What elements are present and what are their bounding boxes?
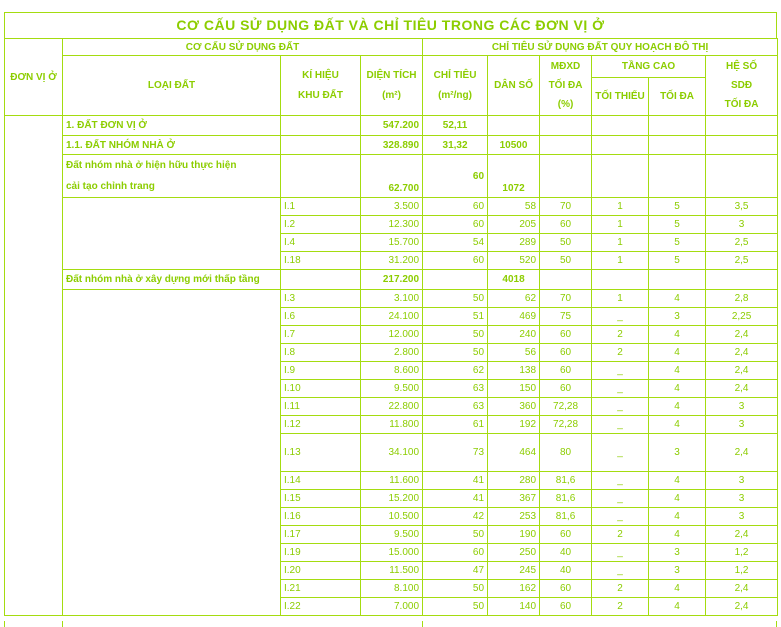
plot-population: 58 <box>488 198 540 216</box>
header-tang-cao: TẦNG CAO <box>592 56 706 78</box>
continuation-line <box>776 621 777 627</box>
continuation-line <box>422 621 423 627</box>
plot-area: 31.200 <box>361 252 423 270</box>
plot-index: 50 <box>423 526 488 544</box>
plot-floors-max: 4 <box>649 508 706 526</box>
plot-population: 56 <box>488 344 540 362</box>
plot-area: 12.300 <box>361 216 423 234</box>
plot-coverage: 60 <box>540 380 592 398</box>
plot-coverage: 60 <box>540 326 592 344</box>
header-mdxd <box>540 56 592 116</box>
group-label: Đất nhóm nhà ở xây dựng mới thấp tầng <box>63 270 281 290</box>
plot-index: 60 <box>423 544 488 562</box>
empty-cell <box>649 136 706 155</box>
plot-far: 1,2 <box>706 562 778 580</box>
plot-floors-min: _ <box>592 508 649 526</box>
plot-floors-min: _ <box>592 380 649 398</box>
header-he-so-line3: TỐI ĐA <box>724 99 759 110</box>
plot-far: 3,5 <box>706 198 778 216</box>
plot-area: 11.800 <box>361 416 423 434</box>
empty-cell <box>540 155 592 198</box>
empty-cell <box>649 155 706 198</box>
group-row-don-vi-o <box>5 116 778 136</box>
header-chi-tieu-unit: (m²/ng) <box>438 89 472 101</box>
empty-cell <box>706 270 778 290</box>
group-index: 60 <box>423 155 488 198</box>
land-use-table <box>4 38 778 616</box>
plot-floors-min: _ <box>592 308 649 326</box>
plot-area: 22.800 <box>361 398 423 416</box>
plot-area: 15.000 <box>361 544 423 562</box>
plot-code: I.12 <box>281 416 361 434</box>
plot-far: 2,4 <box>706 580 778 598</box>
plot-floors-max: 4 <box>649 362 706 380</box>
plot-index: 41 <box>423 472 488 490</box>
table-row <box>5 198 778 216</box>
plot-floors-min: 2 <box>592 598 649 616</box>
plot-floors-min: 1 <box>592 234 649 252</box>
table-body <box>5 116 778 616</box>
plot-floors-max: 4 <box>649 490 706 508</box>
plot-population: 520 <box>488 252 540 270</box>
empty-cell <box>540 270 592 290</box>
plot-area: 11.500 <box>361 562 423 580</box>
header-dien-tich <box>361 56 423 116</box>
plot-far: 2,5 <box>706 234 778 252</box>
plot-population: 245 <box>488 562 540 580</box>
plot-index: 60 <box>423 252 488 270</box>
plot-area: 3.100 <box>361 290 423 308</box>
group-area: 328.890 <box>361 136 423 155</box>
plot-code: I.18 <box>281 252 361 270</box>
plot-code: I.4 <box>281 234 361 252</box>
plot-coverage: 81,6 <box>540 472 592 490</box>
header-chi-tieu-col <box>423 56 488 116</box>
plot-floors-min: 1 <box>592 216 649 234</box>
header-loai-dat: LOẠI ĐẤT <box>63 56 281 116</box>
plot-floors-min: _ <box>592 362 649 380</box>
group-index: 52,11 <box>423 116 488 136</box>
plot-code: I.9 <box>281 362 361 380</box>
group-area: 62.700 <box>361 155 423 198</box>
plot-coverage: 50 <box>540 252 592 270</box>
plot-code: I.13 <box>281 434 361 472</box>
plot-coverage: 70 <box>540 290 592 308</box>
plot-index: 63 <box>423 380 488 398</box>
plot-floors-min: 1 <box>592 252 649 270</box>
plot-population: 150 <box>488 380 540 398</box>
plot-coverage: 60 <box>540 526 592 544</box>
plot-floors-max: 5 <box>649 216 706 234</box>
plot-code: I.2 <box>281 216 361 234</box>
plot-population: 289 <box>488 234 540 252</box>
plot-population: 62 <box>488 290 540 308</box>
group-population: 10500 <box>488 136 540 155</box>
plot-code: I.10 <box>281 380 361 398</box>
plot-far: 2,4 <box>706 434 778 472</box>
plot-far: 3 <box>706 472 778 490</box>
plot-floors-min: _ <box>592 544 649 562</box>
group-code <box>281 270 361 290</box>
plot-far: 3 <box>706 398 778 416</box>
page-title: CƠ CẤU SỬ DỤNG ĐẤT VÀ CHỈ TIÊU TRONG CÁC ĐƠN VỊ Ở <box>4 12 777 38</box>
header-he-so-line2: SDĐ <box>730 80 753 91</box>
plot-coverage: 60 <box>540 362 592 380</box>
table-continuation <box>4 621 777 627</box>
plot-floors-max: 3 <box>649 308 706 326</box>
header-toi-thieu: TỐI THIỂU <box>592 78 649 116</box>
empty-cell <box>706 155 778 198</box>
plot-coverage: 72,28 <box>540 398 592 416</box>
plot-index: 50 <box>423 580 488 598</box>
plot-code: I.22 <box>281 598 361 616</box>
plot-population: 253 <box>488 508 540 526</box>
plot-coverage: 70 <box>540 198 592 216</box>
plot-population: 367 <box>488 490 540 508</box>
group-row-xay-moi <box>5 270 778 290</box>
group-population <box>488 116 540 136</box>
group-code <box>281 155 361 198</box>
plot-code: I.8 <box>281 344 361 362</box>
plot-index: 50 <box>423 290 488 308</box>
plot-code: I.14 <box>281 472 361 490</box>
plot-area: 11.600 <box>361 472 423 490</box>
plot-index: 63 <box>423 398 488 416</box>
plot-population: 162 <box>488 580 540 598</box>
empty-cell <box>540 116 592 136</box>
plot-far: 2,8 <box>706 290 778 308</box>
plot-far: 2,25 <box>706 308 778 326</box>
plot-coverage: 81,6 <box>540 508 592 526</box>
plot-coverage: 60 <box>540 216 592 234</box>
header-mdxd-line2: TỐI ĐA <box>548 80 583 91</box>
plot-population: 469 <box>488 308 540 326</box>
plot-code: I.16 <box>281 508 361 526</box>
plot-coverage: 40 <box>540 544 592 562</box>
plot-area: 9.500 <box>361 380 423 398</box>
group-row-nhom-nha-o <box>5 136 778 155</box>
plot-index: 61 <box>423 416 488 434</box>
plot-far: 3 <box>706 490 778 508</box>
plot-floors-max: 4 <box>649 326 706 344</box>
header-chi-tieu-line1: CHỈ TIÊU <box>433 69 477 81</box>
group-label <box>63 155 281 198</box>
header-mdxd-unit: (%) <box>557 99 574 110</box>
plot-far: 2,4 <box>706 362 778 380</box>
plot-area: 12.000 <box>361 326 423 344</box>
header-ki-hieu-line2: KHU ĐẤT <box>298 89 343 101</box>
empty-cell <box>592 270 649 290</box>
plot-coverage: 60 <box>540 344 592 362</box>
plot-far: 2,4 <box>706 344 778 362</box>
plot-coverage: 40 <box>540 562 592 580</box>
plot-population: 140 <box>488 598 540 616</box>
plot-index: 62 <box>423 362 488 380</box>
plot-area: 8.100 <box>361 580 423 598</box>
plot-coverage: 60 <box>540 598 592 616</box>
plot-code: I.19 <box>281 544 361 562</box>
plot-index: 51 <box>423 308 488 326</box>
plot-index: 50 <box>423 598 488 616</box>
plot-index: 50 <box>423 326 488 344</box>
plot-far: 2,4 <box>706 380 778 398</box>
plot-floors-min: 2 <box>592 344 649 362</box>
empty-cell <box>649 270 706 290</box>
plot-area: 3.500 <box>361 198 423 216</box>
plot-floors-min: 2 <box>592 580 649 598</box>
plot-index: 42 <box>423 508 488 526</box>
group-label-line1: Đất nhóm nhà ở hiện hữu thực hiện <box>66 160 237 171</box>
plot-floors-max: 3 <box>649 434 706 472</box>
plot-far: 3 <box>706 508 778 526</box>
plot-index: 41 <box>423 490 488 508</box>
plot-index: 73 <box>423 434 488 472</box>
plot-code: I.1 <box>281 198 361 216</box>
plot-population: 190 <box>488 526 540 544</box>
header-ki-hieu-line1: KÍ HIỆU <box>302 69 339 81</box>
header-chi-tieu: CHỈ TIÊU SỬ DỤNG ĐẤT QUY HOẠCH ĐÔ THỊ <box>423 39 778 56</box>
group-code <box>281 136 361 155</box>
plot-floors-max: 4 <box>649 598 706 616</box>
plot-far: 2,4 <box>706 598 778 616</box>
plot-population: 205 <box>488 216 540 234</box>
group-label: 1. ĐẤT ĐƠN VỊ Ở <box>63 116 281 136</box>
plot-far: 2,5 <box>706 252 778 270</box>
plot-floors-max: 3 <box>649 562 706 580</box>
plot-floors-min: _ <box>592 490 649 508</box>
plot-code: I.20 <box>281 562 361 580</box>
plot-population: 250 <box>488 544 540 562</box>
plot-far: 3 <box>706 416 778 434</box>
plot-floors-min: 1 <box>592 198 649 216</box>
plot-population: 280 <box>488 472 540 490</box>
empty-cell <box>706 136 778 155</box>
group-area: 217.200 <box>361 270 423 290</box>
don-vi-o-cell <box>5 116 63 616</box>
header-he-so <box>706 56 778 116</box>
plot-coverage: 72,28 <box>540 416 592 434</box>
plot-population: 192 <box>488 416 540 434</box>
plot-code: I.17 <box>281 526 361 544</box>
header-dien-tich-unit: (m²) <box>382 89 401 101</box>
empty-cell <box>592 136 649 155</box>
plot-code: I.6 <box>281 308 361 326</box>
group-population: 4018 <box>488 270 540 290</box>
plot-far: 3 <box>706 216 778 234</box>
plot-area: 15.200 <box>361 490 423 508</box>
plot-code: I.11 <box>281 398 361 416</box>
plot-code: I.3 <box>281 290 361 308</box>
plot-index: 54 <box>423 234 488 252</box>
group-area: 547.200 <box>361 116 423 136</box>
header-toi-da: TỐI ĐA <box>649 78 706 116</box>
plot-floors-min: 2 <box>592 526 649 544</box>
plot-floors-max: 5 <box>649 252 706 270</box>
header-dien-tich-line1: DIỆN TÍCH <box>366 69 417 81</box>
plot-floors-min: 1 <box>592 290 649 308</box>
plot-floors-max: 4 <box>649 380 706 398</box>
plot-code: I.15 <box>281 490 361 508</box>
group-label-line2: cải tạo chỉnh trang <box>66 181 155 192</box>
header-mdxd-line1: MĐXD <box>550 61 581 72</box>
group-code <box>281 116 361 136</box>
label-spacer-cell <box>63 290 281 616</box>
plot-area: 15.700 <box>361 234 423 252</box>
plot-floors-max: 4 <box>649 344 706 362</box>
plot-population: 240 <box>488 326 540 344</box>
group-index: 31,32 <box>423 136 488 155</box>
empty-cell <box>706 116 778 136</box>
table-row <box>5 290 778 308</box>
group-label: 1.1. ĐẤT NHÓM NHÀ Ở <box>63 136 281 155</box>
empty-cell <box>592 155 649 198</box>
header-co-cau: CƠ CẤU SỬ DỤNG ĐẤT <box>63 39 423 56</box>
plot-floors-max: 5 <box>649 198 706 216</box>
plot-floors-max: 4 <box>649 526 706 544</box>
plot-population: 360 <box>488 398 540 416</box>
plot-area: 7.000 <box>361 598 423 616</box>
plot-coverage: 60 <box>540 580 592 598</box>
empty-cell <box>649 116 706 136</box>
plot-far: 1,2 <box>706 544 778 562</box>
label-spacer-cell <box>63 198 281 270</box>
plot-index: 47 <box>423 562 488 580</box>
plot-population: 464 <box>488 434 540 472</box>
header-don-vi-o: ĐƠN VỊ Ở <box>5 39 63 116</box>
plot-area: 2.800 <box>361 344 423 362</box>
plot-floors-min: _ <box>592 434 649 472</box>
plot-index: 60 <box>423 216 488 234</box>
plot-floors-min: 2 <box>592 326 649 344</box>
plot-floors-max: 4 <box>649 580 706 598</box>
plot-floors-max: 5 <box>649 234 706 252</box>
plot-population: 138 <box>488 362 540 380</box>
plot-area: 9.500 <box>361 526 423 544</box>
plot-area: 8.600 <box>361 362 423 380</box>
plot-floors-max: 4 <box>649 398 706 416</box>
empty-cell <box>540 136 592 155</box>
plot-floors-max: 4 <box>649 472 706 490</box>
plot-floors-max: 4 <box>649 290 706 308</box>
continuation-line <box>62 621 63 627</box>
plot-code: I.7 <box>281 326 361 344</box>
plot-coverage: 81,6 <box>540 490 592 508</box>
header-he-so-line1: HỆ SỐ <box>725 61 758 72</box>
plot-area: 34.100 <box>361 434 423 472</box>
header-dan-so: DÂN SỐ <box>488 56 540 116</box>
plot-coverage: 50 <box>540 234 592 252</box>
plot-code: I.21 <box>281 580 361 598</box>
group-row-hien-huu <box>5 155 778 198</box>
land-use-sheet <box>4 12 777 616</box>
plot-floors-min: _ <box>592 398 649 416</box>
group-index <box>423 270 488 290</box>
header-ki-hieu <box>281 56 361 116</box>
plot-coverage: 75 <box>540 308 592 326</box>
plot-index: 60 <box>423 198 488 216</box>
plot-floors-max: 4 <box>649 416 706 434</box>
group-population: 1072 <box>488 155 540 198</box>
plot-coverage: 80 <box>540 434 592 472</box>
plot-far: 2,4 <box>706 526 778 544</box>
plot-floors-min: _ <box>592 562 649 580</box>
continuation-line <box>4 621 5 627</box>
empty-cell <box>592 116 649 136</box>
plot-area: 24.100 <box>361 308 423 326</box>
plot-floors-max: 3 <box>649 544 706 562</box>
plot-index: 50 <box>423 344 488 362</box>
plot-area: 10.500 <box>361 508 423 526</box>
plot-floors-min: _ <box>592 472 649 490</box>
plot-floors-min: _ <box>592 416 649 434</box>
plot-far: 2,4 <box>706 326 778 344</box>
